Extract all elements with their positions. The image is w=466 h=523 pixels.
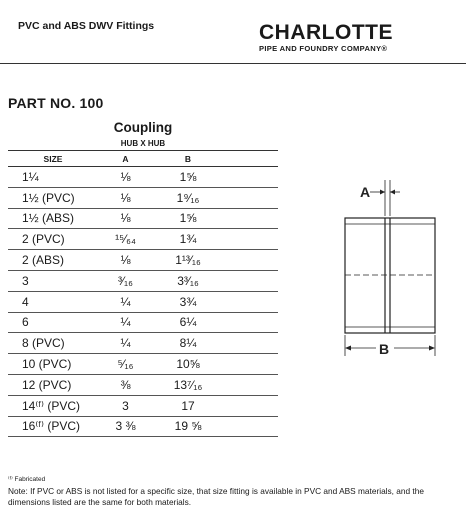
footnote-marker: ⁽ᶠ⁾	[8, 476, 13, 483]
row-spacer	[223, 333, 278, 354]
dim-a-cell: ⅜	[98, 374, 153, 395]
table-row	[8, 250, 278, 271]
footnote-text: Fabricated	[14, 476, 46, 483]
row-spacer	[223, 291, 278, 312]
dim-a-cell: ¼	[98, 333, 153, 354]
row-spacer	[223, 167, 278, 188]
material-note: Note: If PVC or ABS is not listed for a specific size, that size fitting is available in PVC and ABS materials, and the dimensions listed are the same for both materials.	[8, 486, 424, 507]
fitting-type: HUB X HUB	[120, 139, 166, 148]
dim-b-cell: 1⅝	[153, 208, 223, 229]
dim-a-cell: ³⁄₁₆	[98, 270, 153, 291]
header-b: B	[153, 151, 223, 167]
dim-b-arrow-left	[345, 346, 351, 351]
size-cell: 6	[8, 312, 98, 333]
dim-b-cell: 6¼	[153, 312, 223, 333]
part-number: PART NO. 100	[8, 95, 104, 111]
row-spacer	[223, 374, 278, 395]
dim-a-cell: ⅛	[98, 187, 153, 208]
table-row	[8, 333, 278, 354]
table-row	[8, 354, 278, 375]
brand-logo	[259, 22, 409, 53]
brand-subtitle: PIPE AND FOUNDRY COMPANY®	[259, 44, 388, 53]
size-cell: 4	[8, 291, 98, 312]
dim-a-arrow-right	[390, 190, 395, 195]
row-spacer	[223, 270, 278, 291]
row-spacer	[223, 250, 278, 271]
row-spacer	[223, 208, 278, 229]
size-cell: 16⁽ᶠ⁾ (PVC)	[8, 416, 98, 437]
brand-name: CHARLOTTE	[259, 21, 393, 44]
dim-b-cell: 3³⁄₁₆	[153, 270, 223, 291]
table-row	[8, 374, 278, 395]
coupling-diagram	[330, 178, 440, 358]
row-spacer	[223, 312, 278, 333]
dim-b-cell: 1¾	[153, 229, 223, 250]
dim-a-cell: 3 ⅜	[98, 416, 153, 437]
section-title: PVC and ABS DWV Fittings	[18, 20, 155, 32]
dim-b-arrow-right	[429, 346, 435, 351]
dim-b-cell: 8¼	[153, 333, 223, 354]
dim-a-cell: ¼	[98, 291, 153, 312]
row-spacer	[223, 395, 278, 416]
dim-b-label: B	[379, 341, 390, 357]
row-spacer	[223, 354, 278, 375]
dim-a-cell: ⅛	[98, 250, 153, 271]
dim-a-label: A	[360, 184, 371, 200]
header-size: SIZE	[8, 151, 98, 167]
dim-a-cell: ¹⁵⁄₆₄	[98, 229, 153, 250]
row-spacer	[223, 229, 278, 250]
footnote	[8, 475, 45, 483]
table-row	[8, 229, 278, 250]
size-cell: 2 (PVC)	[8, 229, 98, 250]
dim-b-cell: 13⁷⁄₁₆	[153, 374, 223, 395]
fitting-name: Coupling	[113, 120, 173, 135]
header-divider	[0, 63, 466, 64]
table-row	[8, 312, 278, 333]
dim-a-cell: ⁵⁄₁₆	[98, 354, 153, 375]
dim-b-cell: 10⅝	[153, 354, 223, 375]
table-row	[8, 187, 278, 208]
size-cell: 1¼	[8, 167, 98, 188]
table-header-row	[8, 151, 278, 167]
dim-a-arrow	[380, 190, 385, 195]
size-cell: 2 (ABS)	[8, 250, 98, 271]
table-row	[8, 291, 278, 312]
size-cell: 1½ (PVC)	[8, 187, 98, 208]
table-row	[8, 416, 278, 437]
dim-b-cell: 19 ⅝	[153, 416, 223, 437]
header-spacer	[223, 151, 278, 167]
row-spacer	[223, 187, 278, 208]
table-row	[8, 167, 278, 188]
size-cell: 1½ (ABS)	[8, 208, 98, 229]
dim-b-cell: 1⅝	[153, 167, 223, 188]
dim-b-cell: 3¾	[153, 291, 223, 312]
dim-a-cell: ⅛	[98, 167, 153, 188]
dim-b-cell: 1⁹⁄₁₆	[153, 187, 223, 208]
size-cell: 12 (PVC)	[8, 374, 98, 395]
header-a: A	[98, 151, 153, 167]
size-cell: 8 (PVC)	[8, 333, 98, 354]
dimensions-table	[8, 150, 278, 437]
coupling-drawing	[345, 180, 435, 356]
dim-a-cell: 3	[98, 395, 153, 416]
size-cell: 10 (PVC)	[8, 354, 98, 375]
dim-a-cell: ¼	[98, 312, 153, 333]
dim-a-cell: ⅛	[98, 208, 153, 229]
table-row	[8, 270, 278, 291]
dim-b-cell: 1¹³⁄₁₆	[153, 250, 223, 271]
dim-b-cell: 17	[153, 395, 223, 416]
size-cell: 14⁽ᶠ⁾ (PVC)	[8, 395, 98, 416]
table-row	[8, 208, 278, 229]
row-spacer	[223, 416, 278, 437]
size-cell: 3	[8, 270, 98, 291]
table-row	[8, 395, 278, 416]
